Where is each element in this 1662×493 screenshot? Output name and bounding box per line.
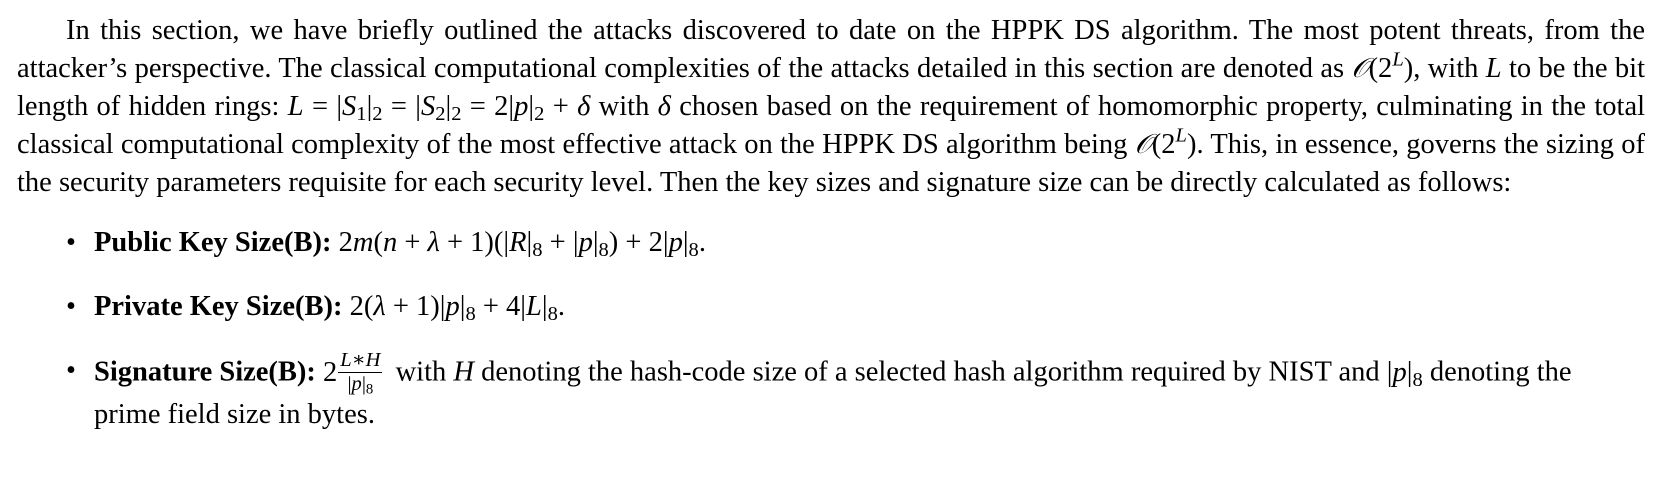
list-item-heading: Private Key Size(B): [94, 291, 343, 322]
paragraph-text-3: to be the bit length of hidden rings: [17, 53, 1645, 122]
signature-formula: 2 $\frac{L∗H}{|p|_8}$ [323, 349, 381, 398]
variable-delta: δ [657, 91, 671, 122]
private-key-formula: $2(\lambda + 1)|p|_8 + 4|L|_8$. [349, 291, 565, 326]
variable-H: H [453, 356, 474, 388]
complexity-formula-2: $𝒪(2^L)$ [1134, 124, 1197, 160]
variable-L: L [1485, 53, 1502, 84]
signature-text-2: denoting the hash-code size of a selected hash algorithm required by NIST and [481, 356, 1380, 388]
ring-length-formula: $L = |S_1|_2 = |S_2|_2 = 2|p|_2 + \delta$ [287, 91, 591, 126]
list-item-signature [17, 349, 1645, 434]
list-item-private-key [17, 288, 1645, 326]
bullet-icon: • [66, 355, 76, 386]
fraction-numerator: L∗H [340, 349, 381, 371]
signature-text-3: denoting the prime field size in bytes. [94, 356, 1572, 431]
paragraph-text-4: with [598, 91, 650, 122]
list-item-heading: Signature Size(B): [94, 356, 316, 388]
size-list [17, 224, 1645, 434]
list-item-heading: Public Key Size(B): [94, 227, 332, 258]
signature-text-1: with [395, 356, 447, 388]
bullet-icon: • [66, 227, 76, 258]
paragraph-text-1: In this section, we have briefly outlined the attacks discovered to date on the HPPK DS algorithm. The most potent threats, from the attacker’s perspective. The classical computational complexities of the attacks detailed in this section are denoted as [17, 15, 1645, 84]
paragraph-text-2: , with [1413, 53, 1479, 84]
complexity-formula: $𝒪(2^L)$ [1351, 48, 1414, 84]
paragraph-text-6: . This, in essence, governs the sizing of the security parameters requisite for each security level. Then the key sizes and signature size can be directly calculated as follows: [17, 129, 1646, 198]
paragraph-text-5: chosen based on the requirement of homomorphic property, culminating in the total classical computational complexity of the most effective attack on the HPPK DS algorithm being [17, 91, 1646, 160]
prime-field-formula: $|p|_8$ [1386, 356, 1423, 391]
body-paragraph [17, 12, 1645, 202]
fraction-denominator: $|p|_8$ [347, 372, 374, 398]
bullet-icon: • [66, 291, 76, 322]
public-key-formula: $2m(n + \lambda + 1)(|R|_8 + |p|_8) + 2|p|_8$. [338, 227, 706, 262]
list-item-public-key [17, 224, 1645, 262]
